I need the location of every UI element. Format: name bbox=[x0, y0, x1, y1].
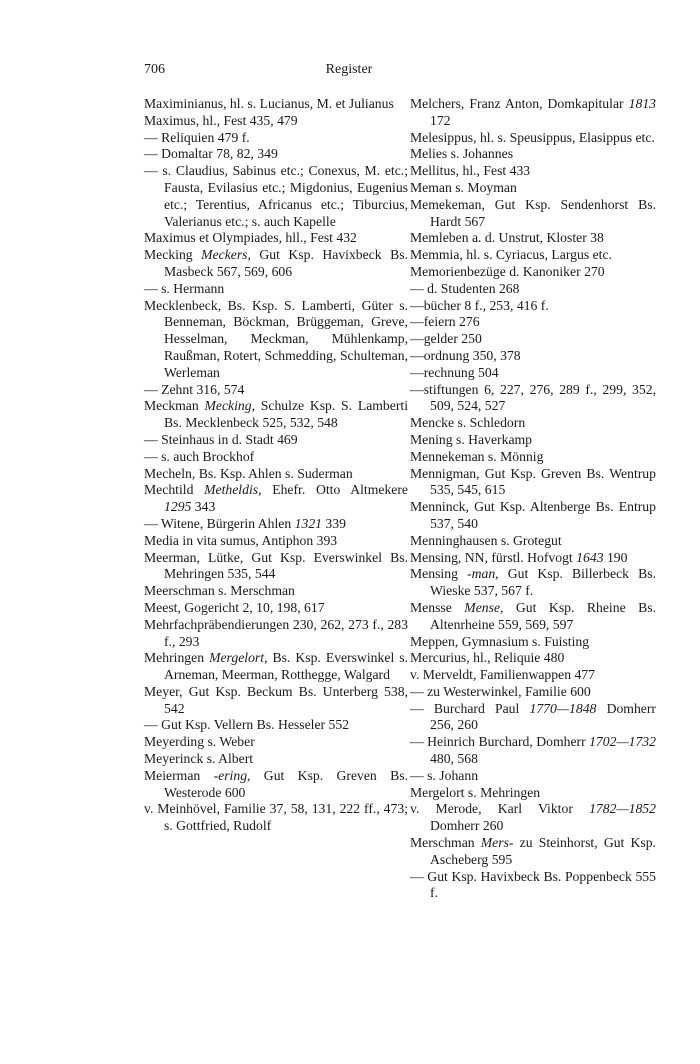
entry-text: , Gut Ksp. Billerbeck Bs. Wieske 537, 567 f. bbox=[430, 566, 656, 599]
index-entry bbox=[410, 247, 656, 264]
index-entry bbox=[410, 331, 656, 348]
entry-text: Mensing, NN, fürstl. Hofvogt bbox=[410, 549, 577, 565]
index-entry bbox=[410, 197, 656, 231]
entry-text: — Gut Ksp. Havixbeck Bs. Poppenbeck 555 f. bbox=[410, 868, 656, 901]
entry-text: , Gut Ksp. Rheine Bs. Altenrheine 559, 569, 597 bbox=[430, 599, 656, 632]
index-entry bbox=[144, 146, 408, 163]
entry-text: — d. Studenten 268 bbox=[410, 280, 520, 296]
entry-text: Media in vita sumus, Antiphon 393 bbox=[144, 532, 338, 548]
entry-italic-text: Meckers bbox=[201, 247, 248, 263]
index-entry bbox=[410, 264, 656, 281]
page-header bbox=[144, 60, 554, 80]
entry-text: Melies s. Johannes bbox=[410, 146, 514, 162]
entry-text: Meckman bbox=[144, 398, 205, 414]
index-column-right bbox=[410, 96, 656, 902]
entry-text: — Steinhaus in d. Stadt 469 bbox=[144, 431, 298, 447]
index-entry bbox=[410, 449, 656, 466]
index-entry bbox=[410, 230, 656, 247]
entry-text: Maximus, hl., Fest 435, 479 bbox=[144, 112, 298, 128]
entry-italic-text: 1813 bbox=[628, 96, 656, 111]
index-column-left bbox=[144, 96, 408, 835]
entry-text: 480, 568 bbox=[430, 751, 478, 767]
entry-italic-text: 1321 bbox=[294, 515, 322, 531]
index-entry bbox=[410, 701, 656, 735]
entry-text: zu Steinhorst, Gut Ksp. Ascheberg 595 bbox=[430, 835, 656, 867]
entry-text: — s. auch Brockhof bbox=[144, 448, 255, 464]
index-entry bbox=[144, 684, 408, 718]
entry-text: , Ehefr. Otto Altmekere bbox=[258, 482, 408, 498]
entry-text: Mecking bbox=[144, 247, 202, 263]
entry-text: Mennekeman s. Mönnig bbox=[410, 448, 544, 464]
index-entry bbox=[144, 466, 408, 483]
entry-italic-text: 1643 bbox=[576, 549, 604, 565]
entry-text: Memekeman, Gut Ksp. Sendenhorst Bs. Hardt 567 bbox=[410, 196, 656, 229]
entry-text: Melesippus, hl. s. Speusippus, Elasippus etc. bbox=[410, 129, 655, 145]
entry-text: 190 bbox=[603, 549, 628, 565]
entry-text: v. Merveldt, Familienwappen 477 bbox=[410, 667, 595, 683]
entry-text: Mencke s. Schledorn bbox=[410, 415, 526, 431]
index-entry bbox=[410, 785, 656, 802]
entry-text: v. Meinhövel, Familie 37, 58, 131, 222 ff., 473; s. Gottfried, Rudolf bbox=[144, 801, 408, 834]
entry-text: Mensing bbox=[410, 566, 468, 582]
entry-text: Mergelort s. Mehringen bbox=[410, 784, 541, 800]
entry-text: — Heinrich Burchard, Domherr bbox=[410, 734, 590, 750]
entry-text: Meman s. Moyman bbox=[410, 179, 517, 195]
entry-text: — Domaltar 78, 82, 349 bbox=[144, 146, 278, 162]
entry-text: Mensse bbox=[410, 599, 465, 615]
entry-text: Domherr 256, 260 bbox=[430, 700, 656, 733]
index-entry bbox=[410, 365, 656, 382]
entry-text: — Gut Ksp. Vellern Bs. Hesseler 552 bbox=[144, 717, 350, 733]
index-entry bbox=[144, 516, 408, 533]
index-entry bbox=[410, 734, 656, 768]
index-entry bbox=[144, 734, 408, 751]
entry-text: — s. Hermann bbox=[144, 280, 225, 296]
index-entry bbox=[144, 247, 408, 281]
entry-text: 172 bbox=[430, 112, 451, 128]
index-entry bbox=[410, 650, 656, 667]
entry-text: —bücher 8 f., 253, 416 f. bbox=[410, 297, 549, 313]
entry-text: — Zehnt 316, 574 bbox=[144, 381, 245, 397]
index-entry bbox=[144, 163, 408, 230]
index-entry bbox=[410, 163, 656, 180]
entry-italic-text: Mense bbox=[464, 599, 501, 615]
index-entry bbox=[144, 600, 408, 617]
entry-text: Meppen, Gymnasium s. Fuisting bbox=[410, 633, 590, 649]
entry-text: Maximinianus, hl. s. Lucianus, M. et Julianus bbox=[144, 96, 394, 111]
entry-italic-text: -ering bbox=[213, 767, 248, 783]
entry-text: , Bs. Ksp. Everswinkel s. Arneman, Meerman, Rotthegge, Walgard bbox=[164, 650, 408, 683]
entry-text: v. Merode, Karl Viktor bbox=[410, 801, 590, 817]
entry-text: Meyerinck s. Albert bbox=[144, 751, 254, 767]
entry-italic-text: Mergelort bbox=[209, 650, 265, 666]
entry-text: Meyerding s. Weber bbox=[144, 734, 255, 750]
index-entry bbox=[410, 281, 656, 298]
index-entry bbox=[410, 634, 656, 651]
entry-text: — s. Johann bbox=[410, 767, 479, 783]
index-entry bbox=[410, 432, 656, 449]
index-entry bbox=[144, 768, 408, 802]
entry-text: Maximus et Olympiades, hll., Fest 432 bbox=[144, 230, 357, 246]
entry-italic-text: 1770—1848 bbox=[529, 700, 597, 716]
entry-text: Meerman, Lütke, Gut Ksp. Everswinkel Bs. Mehringen 535, 544 bbox=[144, 549, 408, 582]
entry-text: Menninck, Gut Ksp. Altenberge Bs. Entrup 537, 540 bbox=[410, 499, 656, 531]
index-entry bbox=[144, 398, 408, 432]
index-entry bbox=[410, 869, 656, 903]
index-entry bbox=[410, 566, 656, 600]
entry-text: Melchers, Franz Anton, Domkapitular bbox=[410, 96, 629, 111]
entry-italic-text: -man bbox=[467, 566, 496, 582]
entry-text: Mecheln, Bs. Ksp. Ahlen s. Suderman bbox=[144, 465, 353, 481]
index-entry bbox=[410, 667, 656, 684]
index-entry bbox=[410, 684, 656, 701]
entry-text: 343 bbox=[191, 499, 216, 515]
index-entry bbox=[410, 314, 656, 331]
entry-text: Domherr 260 bbox=[430, 818, 504, 834]
entry-text: Mening s. Haverkamp bbox=[410, 431, 533, 447]
entry-text: , Gut Ksp. Greven Bs. Westerode 600 bbox=[164, 767, 408, 800]
entry-text: 339 bbox=[322, 515, 346, 531]
entry-text: Merschman bbox=[410, 835, 481, 851]
entry-text: —gelder 250 bbox=[410, 331, 482, 347]
entry-text: Menninghausen s. Grotegut bbox=[410, 532, 562, 548]
index-entry bbox=[410, 130, 656, 147]
index-entry bbox=[144, 617, 408, 651]
index-entry bbox=[144, 382, 408, 399]
index-entry bbox=[410, 146, 656, 163]
index-entry bbox=[410, 600, 656, 634]
entry-text: —rechnung 504 bbox=[410, 364, 499, 380]
index-entry bbox=[144, 482, 408, 516]
index-entry bbox=[144, 432, 408, 449]
index-entry bbox=[410, 382, 656, 416]
entry-text: — s. Claudius, Sabinus etc.; Conexus, M. etc.; Fausta, Evilasius etc.; Migdonius, Eugenius etc.; Terentius, Africanus etc.; Tiburcius, Valerianus etc.; s. auch Kapelle bbox=[144, 163, 408, 229]
index-entry bbox=[410, 298, 656, 315]
entry-text: Mennigman, Gut Ksp. Greven Bs. Wentrup 535, 545, 615 bbox=[410, 465, 656, 498]
entry-text: Memleben a. d. Unstrut, Kloster 38 bbox=[410, 230, 604, 246]
index-entry bbox=[410, 550, 656, 567]
entry-text: — Burchard Paul bbox=[410, 700, 530, 716]
entry-text: —stiftungen 6, 227, 276, 289 f., 299, 352, 509, 524, 527 bbox=[410, 381, 656, 414]
index-entry bbox=[144, 650, 408, 684]
index-entry bbox=[410, 466, 656, 500]
entry-text: Meest, Gogericht 2, 10, 198, 617 bbox=[144, 599, 325, 615]
entry-text: Mechtild bbox=[144, 482, 205, 498]
index-entry bbox=[144, 113, 408, 130]
index-entry bbox=[144, 130, 408, 147]
index-entry bbox=[144, 449, 408, 466]
index-entry bbox=[144, 281, 408, 298]
index-entry bbox=[144, 801, 408, 835]
entry-text: Mercurius, hl., Reliquie 480 bbox=[410, 650, 565, 666]
index-entry bbox=[410, 415, 656, 432]
index-entry bbox=[144, 533, 408, 550]
entry-text: Mecklenbeck, Bs. Ksp. S. Lamberti, Güter s. Benneman, Böckman, Brüggeman, Greve, Hesselman, Meckman, Mühlenkamp, Raußman, Rotert, Schmedding, Schulteman, Werleman bbox=[144, 297, 408, 380]
index-entry bbox=[144, 717, 408, 734]
index-entry bbox=[410, 768, 656, 785]
entry-text: —feiern 276 bbox=[410, 314, 480, 330]
entry-italic-text: 1782—1852 bbox=[589, 801, 656, 817]
entry-italic-text: Metheldis bbox=[204, 482, 259, 498]
entry-text: — zu Westerwinkel, Familie 600 bbox=[410, 683, 591, 699]
entry-italic-text: Mers- bbox=[480, 835, 514, 851]
entry-text: — Reliquien 479 f. bbox=[144, 129, 250, 145]
index-entry bbox=[144, 298, 408, 382]
index-entry bbox=[144, 550, 408, 584]
index-entry bbox=[410, 348, 656, 365]
index-entry bbox=[410, 96, 656, 130]
index-entry bbox=[410, 835, 656, 869]
index-entry bbox=[410, 801, 656, 835]
entry-italic-text: 1702—1732 bbox=[589, 734, 656, 750]
index-entry bbox=[144, 583, 408, 600]
entry-text: Memorienbezüge d. Kanoniker 270 bbox=[410, 263, 605, 279]
index-entry bbox=[410, 180, 656, 197]
entry-text: , Gut Ksp. Havixbeck Bs. Masbeck 567, 569, 606 bbox=[164, 247, 408, 279]
entry-italic-text: Mecking bbox=[204, 398, 252, 414]
entry-text: Meierman bbox=[144, 767, 214, 783]
entry-text: Mehrfachpräbendierungen 230, 262, 273 f., 283 f., 293 bbox=[144, 616, 408, 649]
page-number: 706 bbox=[144, 62, 165, 77]
index-entry bbox=[410, 499, 656, 533]
entry-text: —ordnung 350, 378 bbox=[410, 347, 521, 363]
running-head: Register bbox=[325, 62, 373, 77]
entry-text: Mehringen bbox=[144, 650, 210, 666]
entry-text: , Schulze Ksp. S. Lamberti Bs. Mecklenbeck 525, 532, 548 bbox=[164, 398, 408, 431]
index-entry bbox=[144, 751, 408, 768]
index-entry bbox=[144, 96, 408, 113]
index-entry bbox=[410, 533, 656, 550]
entry-italic-text: 1295 bbox=[164, 499, 192, 515]
index-entry bbox=[144, 230, 408, 247]
entry-text: Meyer, Gut Ksp. Beckum Bs. Unterberg 538, 542 bbox=[144, 683, 408, 716]
entry-text: Memmia, hl. s. Cyriacus, Largus etc. bbox=[410, 247, 612, 263]
entry-text: — Witene, Bürgerin Ahlen bbox=[144, 515, 295, 531]
entry-text: Meerschman s. Merschman bbox=[144, 583, 295, 599]
entry-text: Mellitus, hl., Fest 433 bbox=[410, 163, 531, 179]
